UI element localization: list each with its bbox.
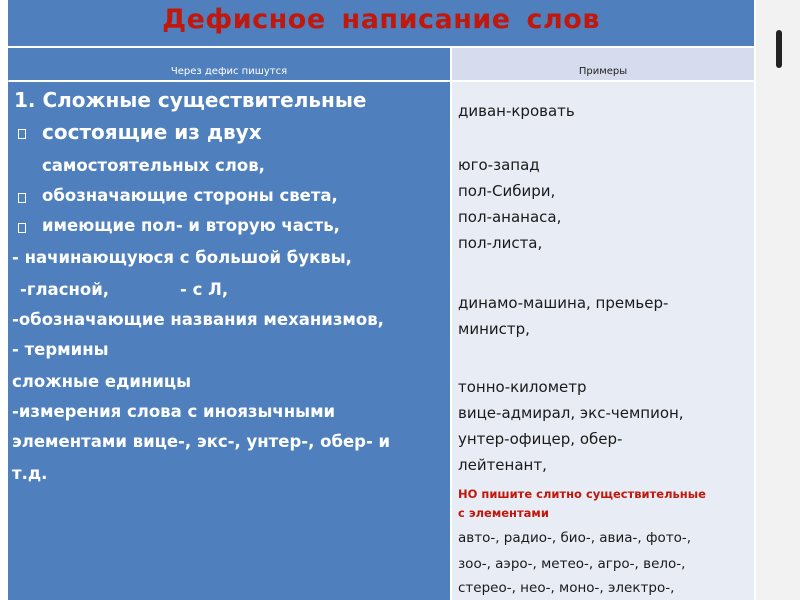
- rule-line: самостоятельных слов,: [42, 156, 265, 175]
- rule-line: имеющие пол- и вторую часть,: [42, 216, 340, 235]
- example-line: пол-листа,: [458, 234, 543, 252]
- scroll-track[interactable]: [756, 0, 800, 600]
- example-line: министр,: [458, 320, 530, 338]
- rule-line: сложные единицы: [12, 372, 192, 391]
- example-line: пол-ананаса,: [458, 208, 562, 226]
- column-header-rules: [8, 48, 452, 80]
- column-header-examples-label: Примеры: [578, 66, 628, 77]
- example-line: стерео-, нео-, моно-, электро-,: [458, 580, 675, 596]
- example-line: зоо-, аэро-, метео-, агро-, вело-,: [458, 556, 686, 572]
- rules-heading: 1. Сложные существительные: [14, 88, 367, 112]
- example-line: юго-запад: [458, 156, 540, 174]
- example-line: динамо-машина, премьер-: [458, 294, 669, 312]
- title-bar: [8, 0, 754, 48]
- example-line: пол-Сибири,: [458, 182, 556, 200]
- examples-column: [452, 82, 754, 600]
- example-line: вице-адмирал, экс-чемпион,: [458, 404, 684, 422]
- example-line: тонно-километр: [458, 378, 587, 396]
- scroll-thumb[interactable]: [776, 30, 782, 68]
- exception-note: НО пишите слитно существительные: [458, 487, 706, 501]
- rule-line: -гласной,: [20, 280, 110, 299]
- slide-title: Дефисное написание слов: [162, 4, 600, 35]
- example-line: авто-, радио-, био-, авиа-, фото-,: [458, 530, 692, 546]
- example-line: лейтенант,: [458, 456, 547, 474]
- exception-note: с элементами: [458, 506, 549, 520]
- column-header-examples: [452, 48, 754, 80]
- rule-line: - термины: [12, 340, 109, 359]
- bullet-icon: [18, 223, 26, 233]
- rule-line: - начинающуюся с большой буквы,: [12, 248, 352, 267]
- bullet-icon: [18, 193, 26, 203]
- example-line: унтер-офицер, обер-: [458, 430, 623, 448]
- column-header-rules-label: Через дефис пишутся: [170, 66, 288, 77]
- example-line: диван-кровать: [458, 102, 575, 120]
- rule-line: элементами вице-, экс-, унтер-, обер- и: [12, 432, 391, 451]
- rule-line: -измерения слова с иноязычными: [12, 402, 336, 421]
- rule-line: обозначающие стороны света,: [42, 186, 338, 205]
- rule-line: состоящие из двух: [42, 120, 262, 144]
- rule-line: -обозначающие названия механизмов,: [12, 310, 384, 329]
- rule-line: - с Л,: [180, 280, 229, 299]
- bullet-icon: [18, 129, 26, 139]
- rules-column: [8, 82, 452, 600]
- rule-line: т.д.: [12, 464, 48, 483]
